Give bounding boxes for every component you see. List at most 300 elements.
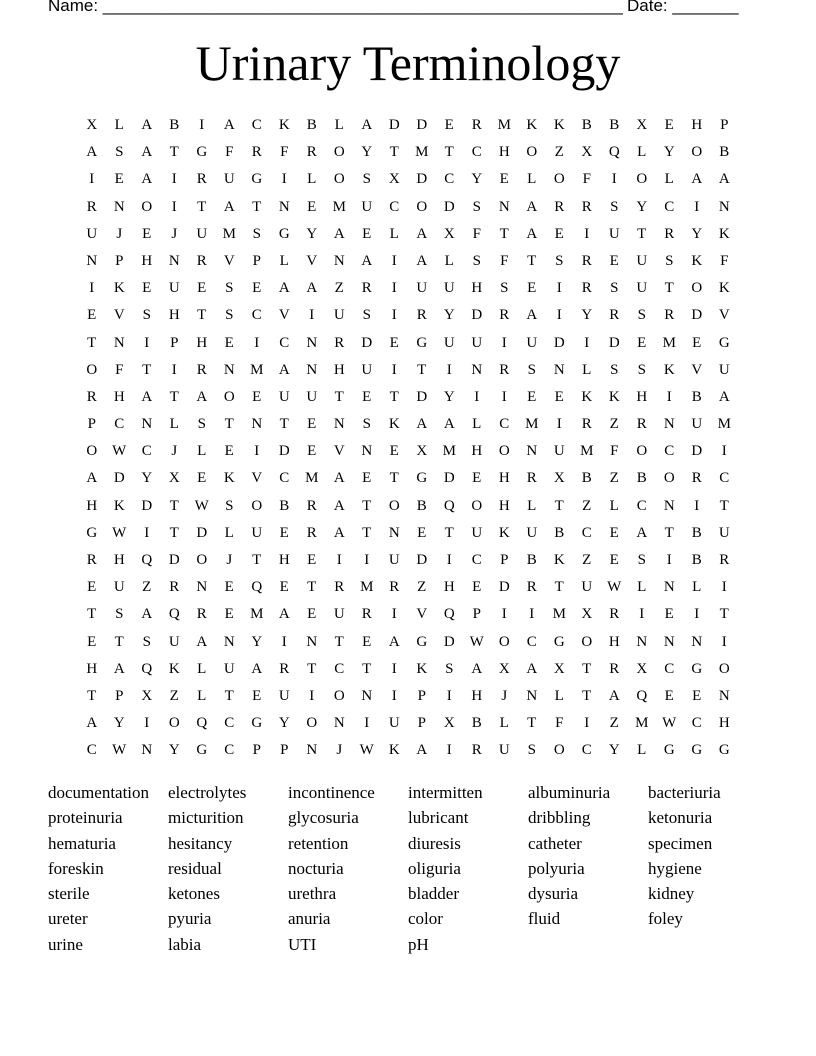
grid-letter[interactable]: T [389,470,399,487]
grid-letter[interactable]: A [251,660,263,677]
grid-letter[interactable]: I [446,742,452,759]
grid-letter[interactable]: E [307,416,317,433]
grid-letter[interactable]: V [718,307,730,324]
grid-letter[interactable]: E [279,524,289,541]
name-field[interactable]: Name: _______________________________________________________ [48,0,623,15]
grid-letter[interactable]: K [581,388,593,405]
grid-letter[interactable]: Y [691,225,703,242]
grid-letter[interactable]: A [333,524,345,541]
grid-letter[interactable]: E [197,470,207,487]
grid-letter[interactable]: R [86,198,97,215]
grid-letter[interactable]: N [333,715,345,732]
grid-letter[interactable]: A [416,742,428,759]
grid-letter[interactable]: L [169,416,179,433]
grid-letter[interactable]: R [196,171,207,188]
grid-letter[interactable]: H [113,388,125,405]
grid-letter[interactable]: L [554,687,564,704]
grid-letter[interactable]: D [608,334,620,351]
grid-letter[interactable]: V [306,252,318,269]
grid-letter[interactable]: I [611,171,617,188]
grid-letter[interactable]: I [144,524,150,541]
grid-letter[interactable]: H [691,117,703,133]
grid-letter[interactable]: R [526,579,537,596]
grid-letter[interactable]: E [114,171,124,188]
grid-letter[interactable]: N [223,361,235,378]
grid-letter[interactable]: E [692,334,702,351]
grid-letter[interactable]: I [171,361,177,378]
grid-letter[interactable]: S [197,416,206,433]
grid-letter[interactable]: A [141,117,153,133]
grid-letter[interactable]: X [636,117,648,133]
grid-letter[interactable]: T [582,660,592,677]
grid-letter[interactable]: I [391,361,397,378]
grid-letter[interactable]: G [251,715,263,732]
grid-letter[interactable]: R [499,361,510,378]
grid-letter[interactable]: Q [196,715,208,732]
grid-letter[interactable]: C [719,470,730,487]
grid-letter[interactable]: N [388,524,400,541]
grid-letter[interactable]: C [279,470,290,487]
grid-letter[interactable]: E [224,443,234,460]
grid-letter[interactable]: H [471,443,483,460]
grid-letter[interactable]: X [416,443,428,460]
grid-letter[interactable]: T [664,524,674,541]
grid-letter[interactable]: S [637,552,646,568]
grid-letter[interactable]: P [170,334,179,351]
grid-letter[interactable]: H [636,388,648,405]
grid-letter[interactable]: T [417,361,427,378]
grid-letter[interactable]: M [525,416,539,433]
grid-letter[interactable]: V [113,307,125,324]
grid-letter[interactable]: F [500,252,509,269]
grid-letter[interactable]: H [113,552,125,568]
grid-letter[interactable]: E [637,334,647,351]
grid-letter[interactable]: X [86,117,98,133]
grid-letter[interactable]: A [141,144,153,161]
grid-letter[interactable]: V [333,443,345,460]
grid-letter[interactable]: K [388,416,400,433]
grid-letter[interactable]: T [169,388,179,405]
grid-letter[interactable]: M [552,606,566,623]
grid-letter[interactable]: T [252,552,262,568]
grid-letter[interactable]: E [472,579,482,596]
grid-letter[interactable]: N [333,416,345,433]
grid-letter[interactable]: I [694,606,700,623]
grid-letter[interactable]: D [553,334,565,351]
grid-letter[interactable]: Z [142,579,152,596]
grid-letter[interactable]: X [443,715,455,732]
grid-letter[interactable]: M [305,470,319,487]
grid-letter[interactable]: Z [554,144,564,161]
grid-letter[interactable]: B [581,470,592,487]
grid-letter[interactable]: K [663,361,675,378]
grid-letter[interactable]: H [498,470,510,487]
grid-letter[interactable]: M [360,579,374,596]
grid-letter[interactable]: K [718,280,730,297]
grid-letter[interactable]: A [86,470,98,487]
grid-letter[interactable]: I [556,280,562,297]
grid-letter[interactable]: W [112,524,127,541]
grid-letter[interactable]: I [694,497,700,514]
grid-letter[interactable]: A [223,117,235,133]
grid-letter[interactable]: U [306,388,318,405]
grid-letter[interactable]: S [362,416,371,433]
grid-letter[interactable]: L [444,252,454,269]
grid-letter[interactable]: U [278,388,290,405]
grid-letter[interactable]: U [223,171,235,188]
grid-letter[interactable]: O [498,633,510,650]
grid-letter[interactable]: Q [443,497,455,514]
grid-letter[interactable]: D [388,117,400,133]
grid-letter[interactable]: S [115,606,124,623]
grid-letter[interactable]: K [553,117,565,133]
grid-letter[interactable]: N [306,334,318,351]
grid-letter[interactable]: L [197,443,207,460]
grid-letter[interactable]: B [471,715,482,732]
grid-letter[interactable]: L [279,252,289,269]
grid-letter[interactable]: Q [168,606,180,623]
grid-letter[interactable]: T [362,524,372,541]
grid-letter[interactable]: G [691,660,703,677]
grid-letter[interactable]: E [609,252,619,269]
grid-letter[interactable]: I [721,633,727,650]
grid-letter[interactable]: I [584,334,590,351]
grid-letter[interactable]: R [196,252,207,269]
grid-letter[interactable]: M [222,225,236,242]
grid-letter[interactable]: A [388,633,400,650]
grid-letter[interactable]: U [388,715,400,732]
grid-letter[interactable]: F [720,252,729,269]
grid-letter[interactable]: I [501,606,507,623]
grid-letter[interactable]: U [113,579,125,596]
grid-letter[interactable]: L [499,715,509,732]
grid-letter[interactable]: I [281,171,287,188]
grid-letter[interactable]: N [553,361,565,378]
grid-letter[interactable]: K [691,252,703,269]
grid-letter[interactable]: I [474,388,480,405]
grid-letter[interactable]: N [361,687,373,704]
grid-letter[interactable]: Q [636,687,648,704]
grid-letter[interactable]: E [362,225,372,242]
grid-letter[interactable]: N [663,416,675,433]
grid-letter[interactable]: L [692,579,702,596]
grid-letter[interactable]: O [86,361,98,378]
grid-letter[interactable]: O [718,660,730,677]
grid-letter[interactable]: C [251,117,262,133]
grid-letter[interactable]: P [500,552,509,568]
grid-letter[interactable]: H [498,144,510,161]
grid-letter[interactable]: I [391,606,397,623]
grid-letter[interactable]: O [691,280,703,297]
grid-letter[interactable]: N [223,633,235,650]
grid-letter[interactable]: A [636,524,648,541]
grid-letter[interactable]: I [144,334,150,351]
grid-letter[interactable]: R [554,198,565,215]
grid-letter[interactable]: I [666,388,672,405]
grid-letter[interactable]: I [144,715,150,732]
grid-letter[interactable]: R [389,579,400,596]
grid-letter[interactable]: D [443,470,455,487]
grid-letter[interactable]: T [279,416,289,433]
grid-letter[interactable]: R [251,144,262,161]
date-field[interactable]: Date: _______ [627,0,739,15]
grid-letter[interactable]: A [691,171,703,188]
grid-letter[interactable]: L [609,497,619,514]
grid-letter[interactable]: A [416,225,428,242]
grid-letter[interactable]: P [417,687,426,704]
grid-letter[interactable]: B [306,117,317,133]
grid-letter[interactable]: D [498,579,510,596]
grid-letter[interactable]: X [581,606,593,623]
grid-letter[interactable]: L [389,225,399,242]
grid-letter[interactable]: L [582,361,592,378]
grid-letter[interactable]: D [113,470,125,487]
grid-letter[interactable]: F [610,443,619,460]
grid-letter[interactable]: L [637,742,647,759]
grid-letter[interactable]: T [197,307,207,324]
grid-letter[interactable]: S [472,252,481,269]
grid-letter[interactable]: B [279,497,290,514]
grid-letter[interactable]: R [306,497,317,514]
grid-letter[interactable]: I [446,552,452,568]
grid-letter[interactable]: G [196,144,208,161]
grid-letter[interactable]: M [442,443,456,460]
grid-letter[interactable]: D [416,388,428,405]
grid-letter[interactable]: K [608,388,620,405]
grid-letter[interactable]: S [610,198,619,215]
grid-letter[interactable]: T [719,606,729,623]
grid-letter[interactable]: T [334,633,344,650]
grid-letter[interactable]: I [281,633,287,650]
grid-letter[interactable]: H [718,715,730,732]
grid-letter[interactable]: T [114,633,124,650]
grid-letter[interactable]: W [469,633,484,650]
grid-letter[interactable]: N [168,252,180,269]
grid-letter[interactable]: Y [443,307,455,324]
grid-letter[interactable]: H [498,497,510,514]
grid-letter[interactable]: A [196,633,208,650]
grid-letter[interactable]: Z [609,715,619,732]
grid-letter[interactable]: D [443,198,455,215]
grid-letter[interactable]: Z [582,497,592,514]
grid-letter[interactable]: H [443,579,455,596]
grid-letter[interactable]: G [86,524,98,541]
grid-letter[interactable]: T [444,144,454,161]
grid-letter[interactable]: R [609,606,620,623]
grid-letter[interactable]: A [141,606,153,623]
grid-letter[interactable]: Q [141,660,153,677]
grid-letter[interactable]: R [169,579,180,596]
grid-letter[interactable]: E [307,443,317,460]
grid-letter[interactable]: T [169,497,179,514]
grid-letter[interactable]: T [87,606,97,623]
grid-letter[interactable]: Q [141,552,153,568]
grid-letter[interactable]: I [89,171,95,188]
grid-letter[interactable]: C [471,144,482,161]
grid-letter[interactable]: S [142,633,151,650]
grid-letter[interactable]: R [526,470,537,487]
grid-letter[interactable]: A [86,715,98,732]
grid-letter[interactable]: B [581,117,592,133]
grid-letter[interactable]: B [691,388,702,405]
grid-letter[interactable]: E [362,633,372,650]
grid-letter[interactable]: A [526,198,538,215]
grid-letter[interactable]: A [141,388,153,405]
grid-letter[interactable]: A [113,660,125,677]
grid-letter[interactable]: F [472,225,481,242]
grid-letter[interactable]: L [664,171,674,188]
grid-letter[interactable]: I [501,388,507,405]
grid-letter[interactable]: Y [168,742,180,759]
grid-letter[interactable]: X [168,470,180,487]
grid-letter[interactable]: N [361,443,373,460]
grid-letter[interactable]: S [362,171,371,188]
grid-letter[interactable]: R [581,416,592,433]
grid-letter[interactable]: N [86,252,98,269]
grid-letter[interactable]: Y [663,144,675,161]
grid-letter[interactable]: E [197,280,207,297]
grid-letter[interactable]: L [197,660,207,677]
grid-letter[interactable]: Q [443,606,455,623]
grid-letter[interactable]: A [718,388,730,405]
grid-letter[interactable]: C [444,171,455,188]
grid-letter[interactable]: R [636,416,647,433]
grid-letter[interactable]: A [196,388,208,405]
grid-letter[interactable]: U [361,198,373,215]
grid-letter[interactable]: U [196,225,208,242]
grid-letter[interactable]: Z [417,579,427,596]
grid-letter[interactable]: T [554,579,564,596]
grid-letter[interactable]: U [278,687,290,704]
grid-letter[interactable]: N [691,633,703,650]
grid-letter[interactable]: Z [609,470,619,487]
grid-letter[interactable]: I [556,307,562,324]
grid-letter[interactable]: G [416,334,428,351]
grid-letter[interactable]: E [87,633,97,650]
grid-letter[interactable]: M [332,198,346,215]
grid-letter[interactable]: A [361,252,373,269]
grid-letter[interactable]: L [527,171,537,188]
grid-letter[interactable]: J [171,225,178,242]
grid-letter[interactable]: U [498,742,510,759]
grid-letter[interactable]: D [416,117,428,133]
grid-letter[interactable]: G [718,334,730,351]
grid-letter[interactable]: R [416,307,427,324]
grid-letter[interactable]: D [416,552,428,568]
grid-letter[interactable]: Y [471,171,483,188]
grid-letter[interactable]: C [499,416,510,433]
grid-letter[interactable]: T [307,579,317,596]
grid-letter[interactable]: S [115,144,124,161]
grid-letter[interactable]: Z [609,416,619,433]
grid-letter[interactable]: U [526,334,538,351]
grid-letter[interactable]: N [663,579,675,596]
grid-letter[interactable]: K [498,524,510,541]
grid-letter[interactable]: E [389,443,399,460]
grid-letter[interactable]: R [361,606,372,623]
grid-letter[interactable]: C [334,660,345,677]
grid-letter[interactable]: N [278,198,290,215]
grid-letter[interactable]: I [584,225,590,242]
grid-letter[interactable]: X [388,171,400,188]
grid-letter[interactable]: E [527,280,537,297]
grid-letter[interactable]: E [252,280,262,297]
grid-letter[interactable]: E [389,334,399,351]
grid-letter[interactable]: O [168,715,180,732]
grid-letter[interactable]: I [391,252,397,269]
grid-letter[interactable]: M [580,443,594,460]
grid-letter[interactable]: S [527,361,536,378]
grid-letter[interactable]: D [278,443,290,460]
grid-letter[interactable]: U [718,361,730,378]
grid-letter[interactable]: A [278,606,290,623]
grid-letter[interactable]: U [86,225,98,242]
grid-letter[interactable]: I [171,171,177,188]
grid-letter[interactable]: S [472,198,481,215]
grid-letter[interactable]: N [306,361,318,378]
grid-letter[interactable]: S [610,280,619,297]
grid-letter[interactable]: A [443,416,455,433]
grid-letter[interactable]: N [141,416,153,433]
grid-letter[interactable]: B [169,117,180,133]
grid-letter[interactable]: A [141,171,153,188]
grid-letter[interactable]: R [334,579,345,596]
grid-letter[interactable]: K [553,552,565,568]
grid-letter[interactable]: C [664,660,675,677]
grid-letter[interactable]: M [497,117,511,133]
grid-letter[interactable]: S [500,280,509,297]
grid-letter[interactable]: M [717,416,731,433]
grid-letter[interactable]: L [637,579,647,596]
grid-letter[interactable]: R [664,307,675,324]
grid-letter[interactable]: S [142,307,151,324]
grid-letter[interactable]: N [718,198,730,215]
grid-letter[interactable]: D [168,552,180,568]
grid-letter[interactable]: P [720,117,729,133]
grid-letter[interactable]: R [86,388,97,405]
grid-letter[interactable]: D [443,633,455,650]
grid-letter[interactable]: I [721,579,727,596]
grid-letter[interactable]: N [718,687,730,704]
grid-letter[interactable]: R [609,660,620,677]
grid-letter[interactable]: N [113,334,125,351]
grid-letter[interactable]: A [608,687,620,704]
grid-letter[interactable]: D [141,497,153,514]
grid-letter[interactable]: S [225,307,234,324]
grid-letter[interactable]: I [364,715,370,732]
grid-letter[interactable]: U [718,524,730,541]
grid-letter[interactable]: I [254,443,260,460]
grid-letter[interactable]: R [719,552,730,568]
grid-letter[interactable]: R [306,144,317,161]
grid-letter[interactable]: S [665,252,674,269]
grid-letter[interactable]: N [526,443,538,460]
grid-letter[interactable]: O [581,633,593,650]
grid-letter[interactable]: C [471,552,482,568]
grid-letter[interactable]: C [389,198,400,215]
grid-letter[interactable]: T [197,198,207,215]
grid-letter[interactable]: S [225,280,234,297]
grid-letter[interactable]: V [691,361,703,378]
grid-letter[interactable]: R [581,252,592,269]
grid-letter[interactable]: Y [306,225,318,242]
grid-letter[interactable]: J [226,552,233,568]
grid-letter[interactable]: T [527,715,537,732]
grid-letter[interactable]: G [278,225,290,242]
grid-letter[interactable]: I [666,552,672,568]
grid-letter[interactable]: O [333,144,345,161]
grid-letter[interactable]: E [307,552,317,568]
